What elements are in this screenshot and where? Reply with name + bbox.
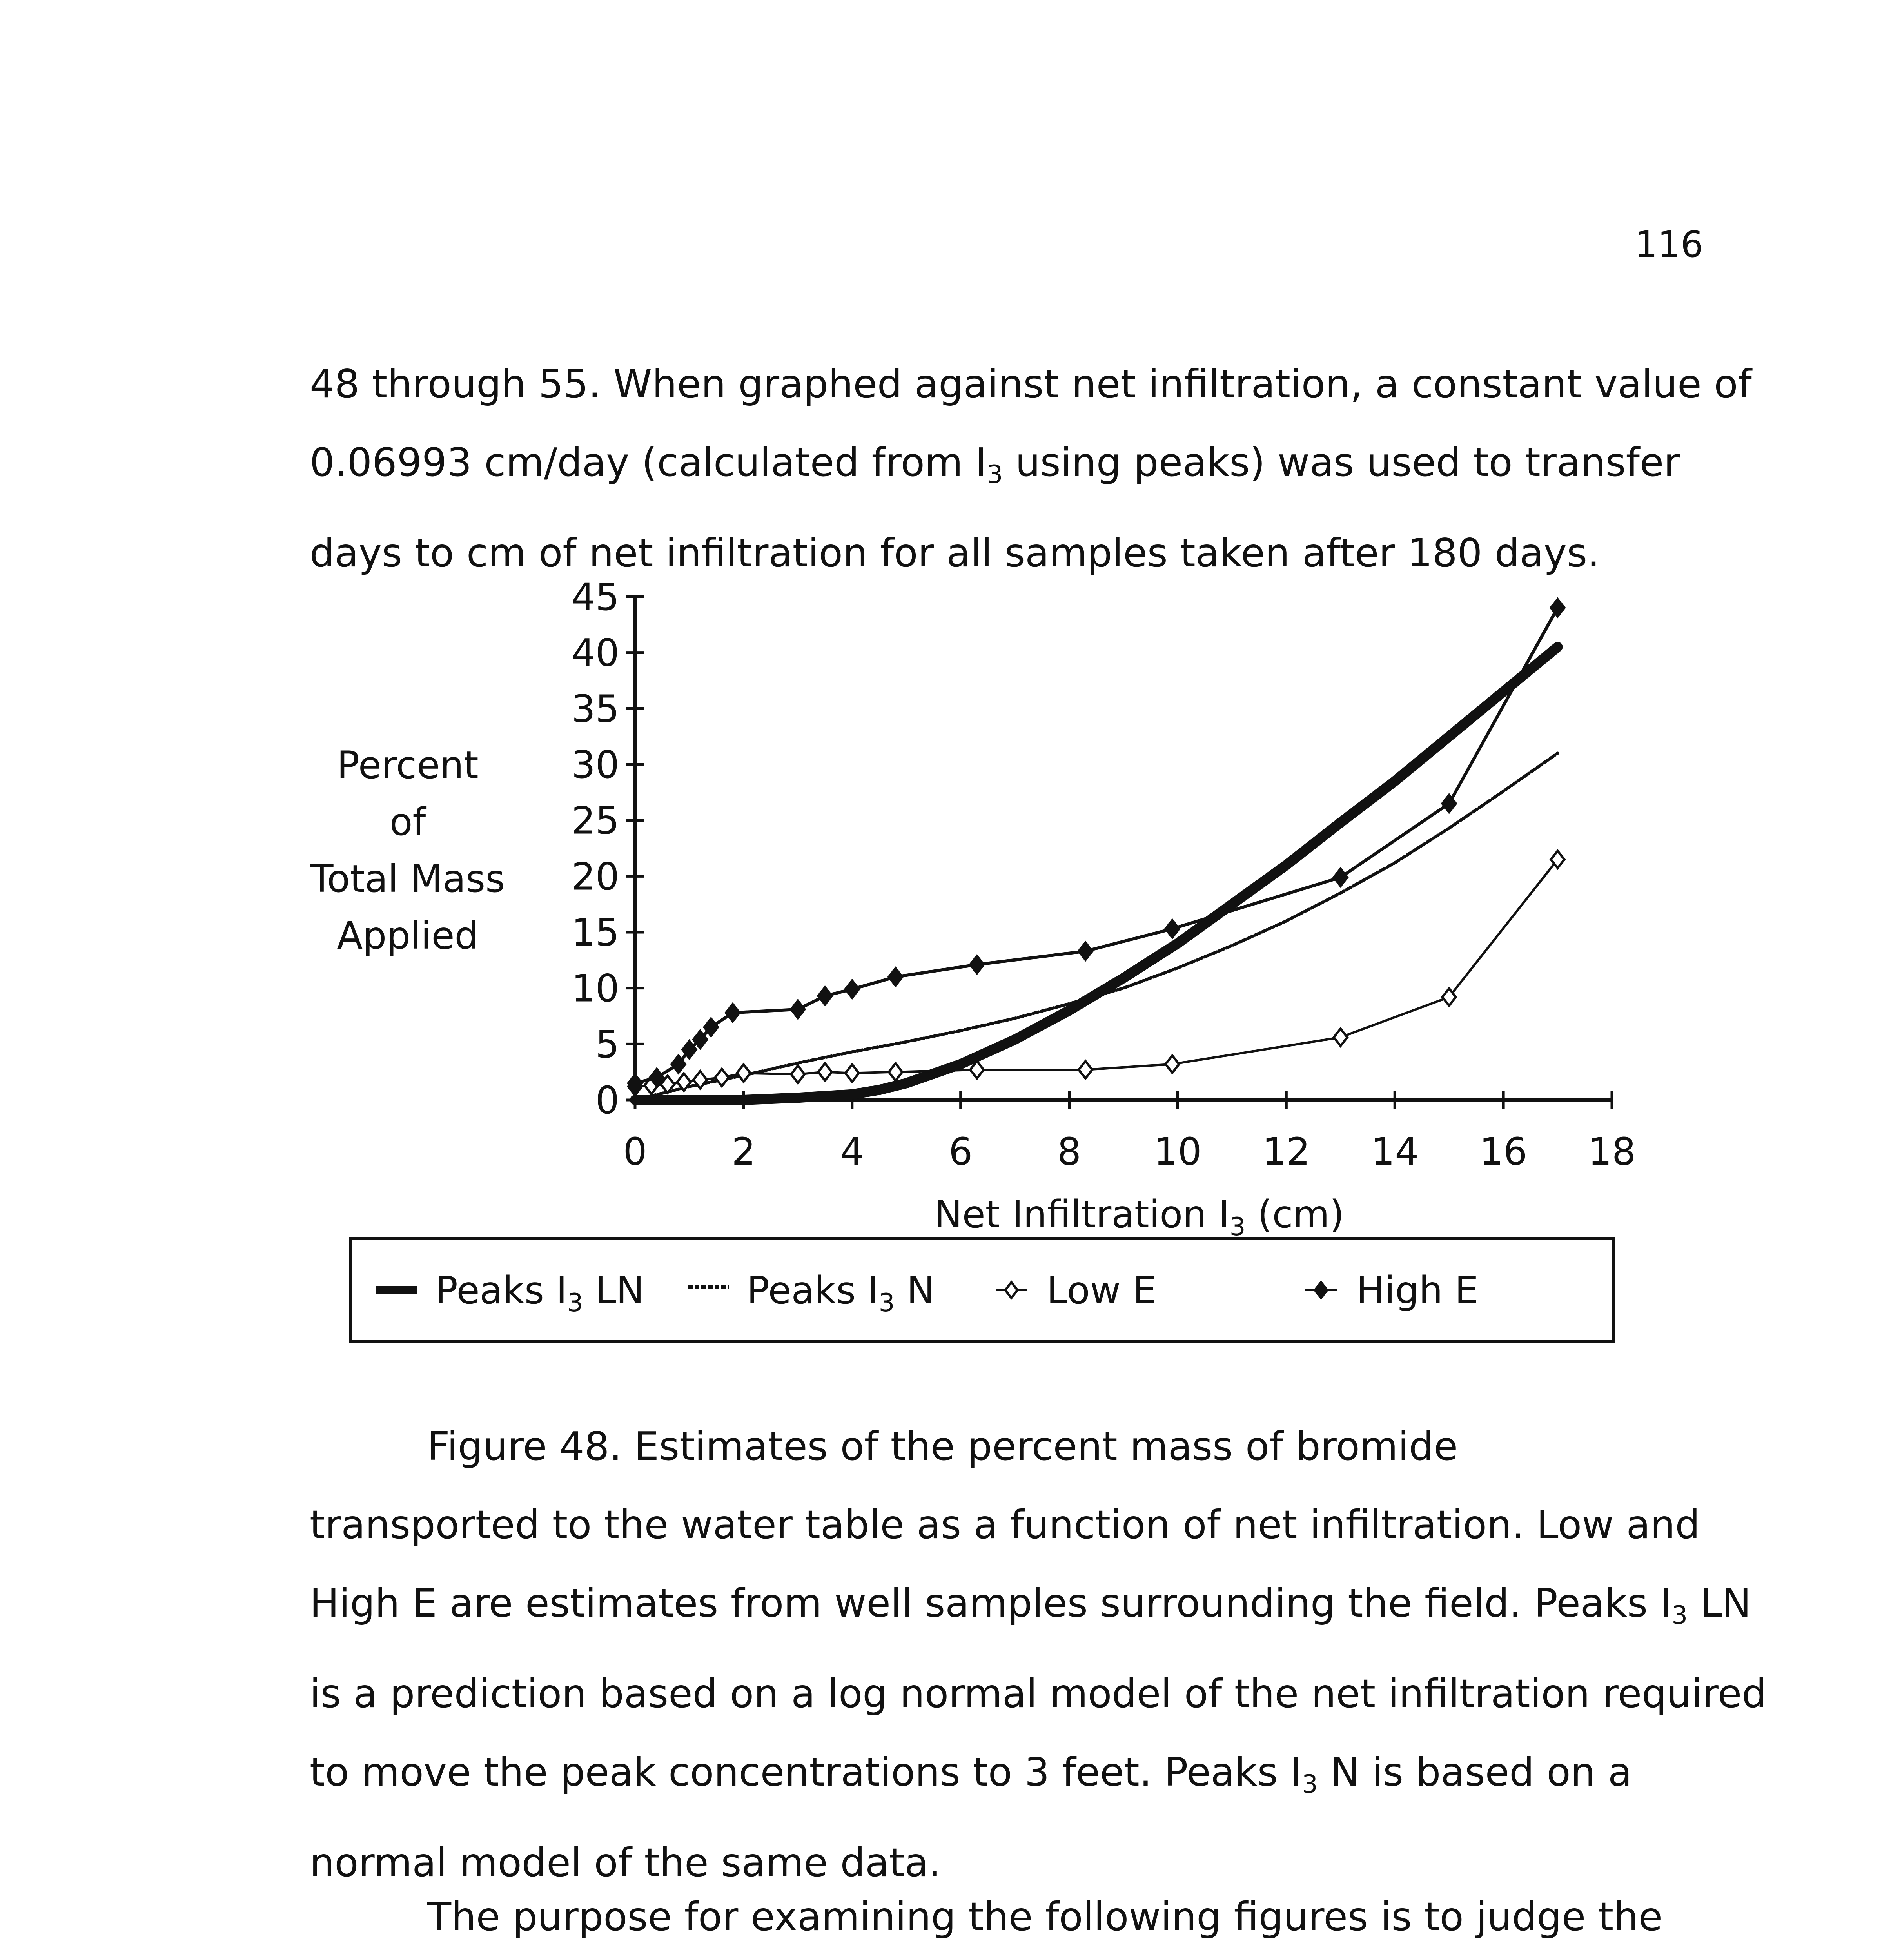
y-tick-label: 15 <box>571 911 619 955</box>
text-run: LN <box>583 1269 644 1312</box>
data-point <box>1165 920 1179 937</box>
subscript: 3 <box>1302 1770 1318 1799</box>
data-point <box>1334 1029 1347 1046</box>
series-line <box>635 860 1558 1087</box>
text-run: Net Infiltration I <box>934 1192 1230 1236</box>
text-run: Peaks I <box>435 1269 567 1312</box>
data-point <box>1079 1061 1092 1078</box>
data-point <box>818 987 831 1005</box>
legend-swatch <box>1005 1282 1017 1298</box>
y-axis-label: Total Mass <box>310 857 505 901</box>
y-tick-label: 45 <box>571 575 619 619</box>
data-point <box>1334 869 1347 886</box>
x-tick-label: 14 <box>1371 1130 1419 1174</box>
purpose-line <box>310 1878 1769 1956</box>
text-run: to move the peak concentrations to 3 feet. Peaks I <box>310 1749 1302 1795</box>
subscript: 3 <box>1671 1601 1688 1630</box>
subscript: 3 <box>987 460 1003 489</box>
y-tick-label: 10 <box>571 966 619 1011</box>
text-run: transported to the water table as a function of net infiltration. Low and <box>310 1502 1700 1548</box>
y-tick-label: 5 <box>595 1022 619 1067</box>
y-tick-label: 40 <box>571 631 619 675</box>
data-point <box>970 956 984 973</box>
legend-label <box>747 1269 935 1318</box>
text-run: 48 through 55. When graphed against net infiltration, a constant value of <box>310 361 1752 407</box>
data-point <box>818 1063 831 1081</box>
text-run: Low E <box>1047 1269 1157 1312</box>
caption-line <box>310 1486 1767 1564</box>
text-run: The purpose for examining the following figures is to judge the <box>427 1894 1663 1940</box>
data-point <box>791 1065 804 1083</box>
y-tick-label: 35 <box>571 687 619 731</box>
page-number: 116 <box>1635 223 1704 265</box>
series-line <box>635 753 1558 1100</box>
y-tick-label: 30 <box>571 743 619 787</box>
x-tick-label: 16 <box>1479 1130 1528 1174</box>
y-axis-label: Applied <box>337 914 479 958</box>
caption-line <box>310 1564 1767 1655</box>
text-run: 0.06993 cm/day (calculated from I <box>310 439 987 485</box>
y-tick-label: 0 <box>595 1078 619 1122</box>
text-run: normal model of the same data. <box>310 1840 941 1886</box>
text-run: is a prediction based on a log normal model of the net infiltration required <box>310 1671 1767 1717</box>
y-axis-label: of <box>389 800 426 844</box>
purpose-paragraph <box>310 1878 1769 1960</box>
data-point <box>889 968 902 985</box>
figure-caption <box>310 1407 1767 1902</box>
series-line <box>635 647 1558 1100</box>
x-tick-label: 12 <box>1262 1130 1310 1174</box>
purpose-line <box>310 1956 1769 1960</box>
text-run: N is based on a <box>1318 1749 1632 1795</box>
x-tick-label: 2 <box>731 1130 756 1174</box>
y-tick-label: 25 <box>571 799 619 843</box>
caption-line <box>310 1655 1767 1733</box>
subscript: 3 <box>878 1289 895 1318</box>
text-run: High E are estimates from well samples surrounding the field. Peaks I <box>310 1580 1672 1626</box>
text-run: High E <box>1356 1269 1479 1312</box>
text-run: Peaks I <box>747 1269 879 1312</box>
x-tick-label: 0 <box>623 1130 647 1174</box>
subscript: 3 <box>567 1289 583 1318</box>
legend-label <box>1047 1269 1156 1312</box>
data-point <box>715 1069 728 1086</box>
caption-line <box>310 1733 1767 1824</box>
legend-swatch <box>1315 1282 1327 1298</box>
caption-line <box>310 1407 1767 1486</box>
data-point <box>846 981 859 998</box>
subscript: 3 <box>1229 1212 1246 1241</box>
legend-label <box>1356 1269 1479 1312</box>
data-point <box>1079 943 1092 960</box>
text-run: N <box>895 1269 935 1312</box>
text-run: using peaks) was used to transfer <box>1003 439 1680 485</box>
text-run: (cm) <box>1245 1192 1345 1236</box>
y-tick-label: 20 <box>571 855 619 899</box>
data-point <box>791 1001 804 1018</box>
x-tick-label: 4 <box>840 1130 864 1174</box>
y-axis-label: Percent <box>337 743 479 787</box>
x-tick-label: 10 <box>1154 1130 1202 1174</box>
x-tick-label: 18 <box>1588 1130 1636 1174</box>
x-tick-label: 8 <box>1057 1130 1082 1174</box>
data-point <box>846 1065 859 1082</box>
x-axis-label <box>934 1192 1344 1241</box>
text-run: LN <box>1688 1580 1751 1626</box>
data-point <box>1165 1056 1179 1073</box>
legend-label <box>435 1269 644 1318</box>
data-point <box>737 1065 750 1082</box>
x-tick-label: 6 <box>949 1130 973 1174</box>
text-run: days to cm of net infiltration for all samples taken after 180 days. <box>310 530 1600 576</box>
data-point <box>726 1004 739 1021</box>
data-point <box>889 1063 902 1081</box>
text-run: Figure 48. Estimates of the percent mass of bromide <box>427 1423 1458 1469</box>
